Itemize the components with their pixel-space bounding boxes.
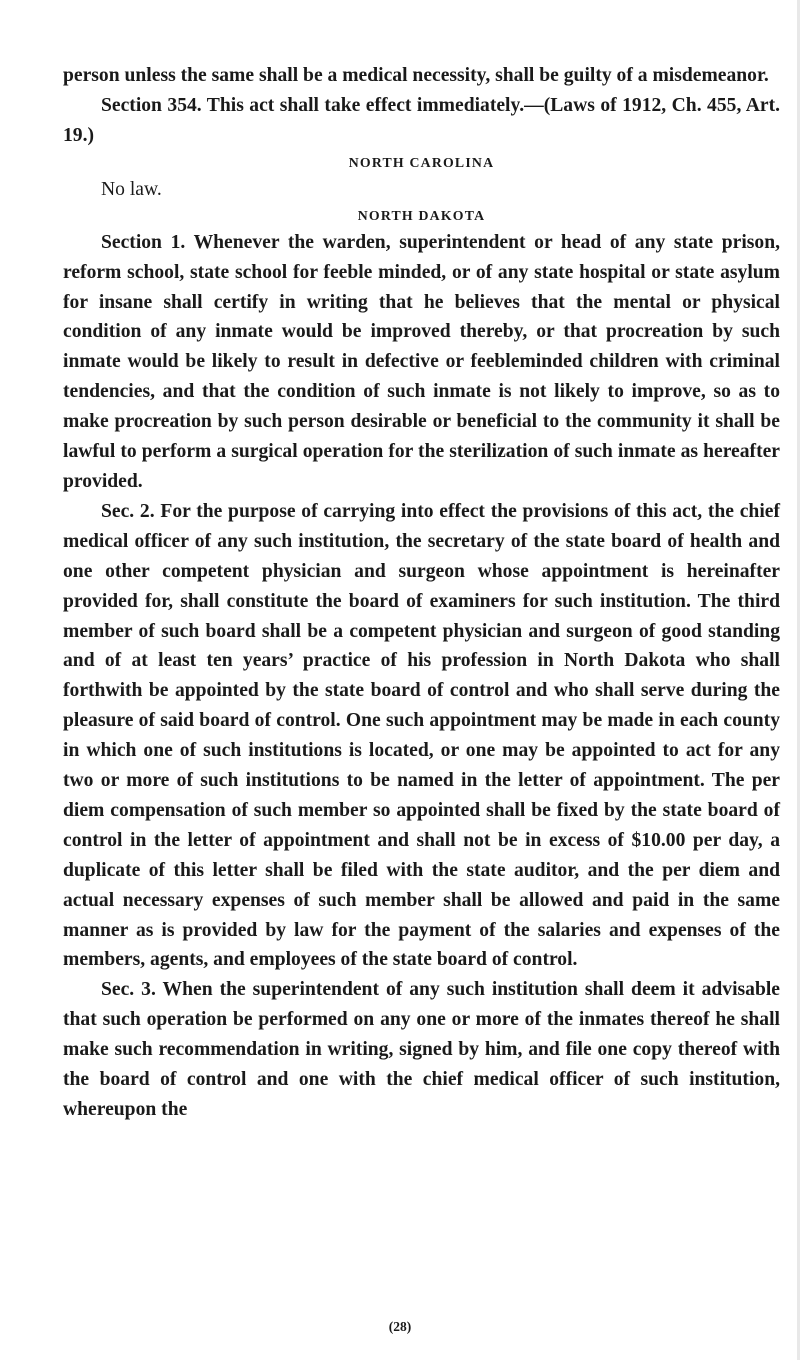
- body-text: [63, 61, 780, 1125]
- paragraph-no-law: No law.: [101, 178, 162, 200]
- paragraph-section-1: Section 1. Whenever the warden, superintendent or head of any state prison, reform school, state school for feeble minded, or of any state hospital or state asylum for insane shall certify in writing that he believes that the mental or physical condition of any inmate would be improved thereby, or that procreation by such inmate would be likely to result in defective or feebleminded children with criminal tendencies, and that the condition of such inmate is not likely to improve, so as to make procreation by such person desirable or beneficial to the community it shall be lawful to perform a surgical operation for the sterilization of such inmate as hereafter provided.: [63, 231, 780, 492]
- paragraph-sec-2: Sec. 2. For the purpose of carrying into effect the provisions of this act, the chief medical officer of any such institution, the secretary of the state board of health and one other competent physician and surgeon whose appointment is hereinafter provided for, shall constitute the board of examiners for such institution. The third member of such board shall be a competent physician and surgeon of good standing and of at least ten years’ practice of his profession in North Dakota who shall forthwith be appointed by the state board of control and who shall serve during the pleasure of said board of control. One such appointment may be made in each county in which one of such institutions is located, or one may be appointed to act for any two or more of such institutions to be named in the letter of appointment. The per diem compensation of such member so appointed shall be fixed by the state board of control in the letter of appointment and shall not be in excess of $10.00 per day, a duplicate of this letter shall be filed with the state auditor, and the per diem and actual necessary expenses of such member shall be allowed and paid in the same manner as is provided by law for the payment of the salaries and expenses of the members, agents, and employees of the state board of control.: [63, 500, 780, 971]
- heading-north-carolina: NORTH CAROLINA: [348, 154, 495, 170]
- paragraph-section-354: Section 354. This act shall take effect immediately.—(Laws of 1912, Ch. 455, Art. 19.): [63, 94, 780, 146]
- paragraph-sec-3: Sec. 3. When the superintendent of any such institution shall deem it advisable that such operation be performed on any one or more of the inmates thereof he shall make such recommendation in writing, signed by him, and file one copy thereof with the board of control and one with the chief medical officer of such institution, whereupon the: [63, 979, 780, 1120]
- page-number: (28): [388, 1319, 412, 1334]
- heading-north-dakota: NORTH DAKOTA: [357, 207, 486, 223]
- paragraph-continuation: person unless the same shall be a medical necessity, shall be guilty of a misdemeanor.: [63, 65, 769, 86]
